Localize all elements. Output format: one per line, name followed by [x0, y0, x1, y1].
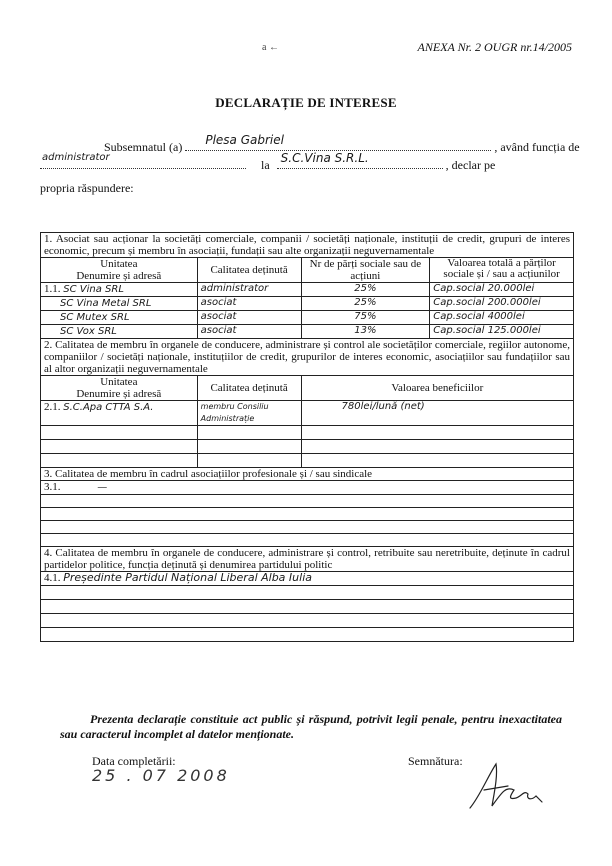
name-field — [185, 133, 491, 151]
declarant-company: S.C.Vina S.R.L. — [280, 151, 369, 165]
declarant-function: administrator — [42, 152, 110, 163]
role-cell: administrator — [197, 283, 301, 297]
section-3-heading-row — [41, 468, 574, 481]
s4-row — [41, 600, 574, 614]
row-number: 3.1. — [44, 481, 61, 493]
s4-row — [41, 628, 574, 642]
benefit-cell — [301, 426, 573, 440]
role-cell — [197, 440, 301, 454]
s4-cell — [41, 572, 574, 586]
s2-col-unit: Unitatea Denumire și adresă — [41, 376, 198, 401]
shares-cell: 25% — [301, 283, 430, 297]
benefit-cell: 780lei/lună (net) — [301, 401, 573, 426]
s1-col-value: Valoarea totală a părților sociale și / sau a acțiunilor — [430, 258, 574, 283]
s3-cell — [41, 481, 574, 495]
declar-label: , declar pe — [445, 158, 496, 172]
date-value: 25 . 07 2008 — [92, 766, 230, 785]
s1-row — [41, 283, 574, 297]
s1-row — [41, 297, 574, 311]
s3-row — [41, 534, 574, 547]
value-cell: Cap.social 125.000lei — [430, 325, 574, 339]
section-1-header-row — [41, 258, 574, 283]
s2-unit-cell — [41, 440, 198, 454]
s2-unit-cell — [41, 401, 198, 426]
s4-cell — [41, 614, 574, 628]
value-cell: Cap.social 20.000lei — [430, 283, 574, 297]
benefit-cell — [301, 440, 573, 454]
shares-cell: 75% — [301, 311, 430, 325]
section-4-heading-row — [41, 547, 574, 572]
unit-name: SC Mutex SRL — [60, 312, 130, 323]
value-cell: Cap.social 200.000lei — [430, 297, 574, 311]
s2-col-benefits: Valoarea beneficiilor — [301, 376, 573, 401]
section-2-heading-row — [41, 339, 574, 376]
function-label: , având funcția de — [494, 140, 580, 154]
s1-col-unit: Unitatea Denumire și adresă — [41, 258, 198, 283]
document-title: DECLARAȚIE DE INTERESE — [215, 95, 397, 110]
s3-row — [41, 495, 574, 508]
interests-table — [40, 232, 574, 642]
s1-row — [41, 325, 574, 339]
s1-unit-cell — [41, 311, 198, 325]
s3-cell — [41, 508, 574, 521]
s4-row — [41, 586, 574, 600]
shares-cell: 25% — [301, 297, 430, 311]
row-number: 1.1. — [44, 283, 61, 295]
s2-col-role: Calitatea deținută — [197, 376, 301, 401]
row-number: 2.1. — [44, 401, 61, 413]
s4-entry: Președinte Partidul Național Liberal Alba Iulia — [63, 571, 312, 584]
s1-row — [41, 311, 574, 325]
unit-name: S.C.Apa CTTA S.A. — [63, 402, 154, 413]
role-cell: asociat — [197, 325, 301, 339]
s3-entry: — — [97, 482, 108, 493]
s2-row — [41, 454, 574, 468]
role-cell: asociat — [197, 297, 301, 311]
s1-unit-cell — [41, 283, 198, 297]
section-2-header-row — [41, 376, 574, 401]
s3-cell — [41, 495, 574, 508]
s1-unit-cell — [41, 325, 198, 339]
s2-unit-cell — [41, 426, 198, 440]
s1-unit-cell — [41, 297, 198, 311]
s2-row — [41, 440, 574, 454]
s4-row — [41, 572, 574, 586]
s2-row — [41, 426, 574, 440]
company-field — [277, 151, 443, 169]
unit-name: SC Vox SRL — [60, 326, 117, 337]
s4-cell — [41, 628, 574, 642]
role-cell: membru Consiliu Administrație — [197, 401, 301, 426]
role-cell — [197, 454, 301, 468]
s3-row — [41, 521, 574, 534]
unit-name: SC Vina SRL — [63, 284, 124, 295]
role-cell: asociat — [197, 311, 301, 325]
s4-cell — [41, 600, 574, 614]
handwritten-signature — [462, 756, 562, 816]
intro-continuation: propria răspundere: — [40, 181, 134, 195]
row-number: 4.1. — [44, 572, 61, 584]
intro-line-2 — [40, 151, 496, 173]
s4-cell — [41, 586, 574, 600]
margin-mark: a ← — [262, 42, 279, 53]
s4-row — [41, 614, 574, 628]
function-field — [40, 152, 246, 169]
annex-reference: ANEXA Nr. 2 OUGR nr.14/2005 — [417, 40, 572, 54]
s2-unit-cell — [41, 454, 198, 468]
shares-cell: 13% — [301, 325, 430, 339]
benefit-cell — [301, 454, 573, 468]
section-3-heading: 3. Calitatea de membru în cadrul asociațiilor profesionale și / sau sindicale — [41, 468, 574, 481]
s3-cell — [41, 521, 574, 534]
value-cell: Cap.social 4000lei — [430, 311, 574, 325]
signature-label: Semnătura: — [408, 754, 463, 768]
unit-name: SC Vina Metal SRL — [60, 298, 152, 309]
section-1-heading: 1. Asociat sau acționar la societăți comerciale, companii / societăți naționale, instituții de credit, grupuri de interes economic, precum și membru în asociații, fundații sau alte organizații neguvernamentale — [41, 233, 574, 258]
role-cell — [197, 426, 301, 440]
declarant-name: Plesa Gabriel — [205, 133, 284, 147]
section-2-heading: 2. Calitatea de membru în organele de conducere, administrare și control ale societăților comerciale, regiilor autonome, companiilor / societăți naționale, instituțiilor de credit, grupurilor de interes economic, asociațiilor sau fundațiilor sau al altor organizații neguvernamentale — [41, 339, 574, 376]
section-1-heading-row — [41, 233, 574, 258]
la-label: la — [261, 158, 270, 172]
legal-statement: Prezenta declarație constituie act public și răspund, potrivit legii penale, pentru inexactitatea sau caracterul incomplet al datelor menționate. — [60, 712, 562, 741]
s3-row — [41, 508, 574, 521]
s2-row — [41, 401, 574, 426]
date-label: Data completării: — [92, 754, 176, 768]
s3-row — [41, 481, 574, 495]
s1-col-shares: Nr de părți sociale sau de acțiuni — [301, 258, 430, 283]
s1-col-role: Calitatea deținută — [197, 258, 301, 283]
section-4-heading: 4. Calitatea de membru în organele de conducere, administrare și control, retribuite sau neretribuite, deținute în cadrul partidelor politice, funcția deținută și denumirea partidului politic — [41, 547, 574, 572]
subsemnatul-label: Subsemnatul (a) — [104, 140, 183, 154]
s3-cell — [41, 534, 574, 547]
